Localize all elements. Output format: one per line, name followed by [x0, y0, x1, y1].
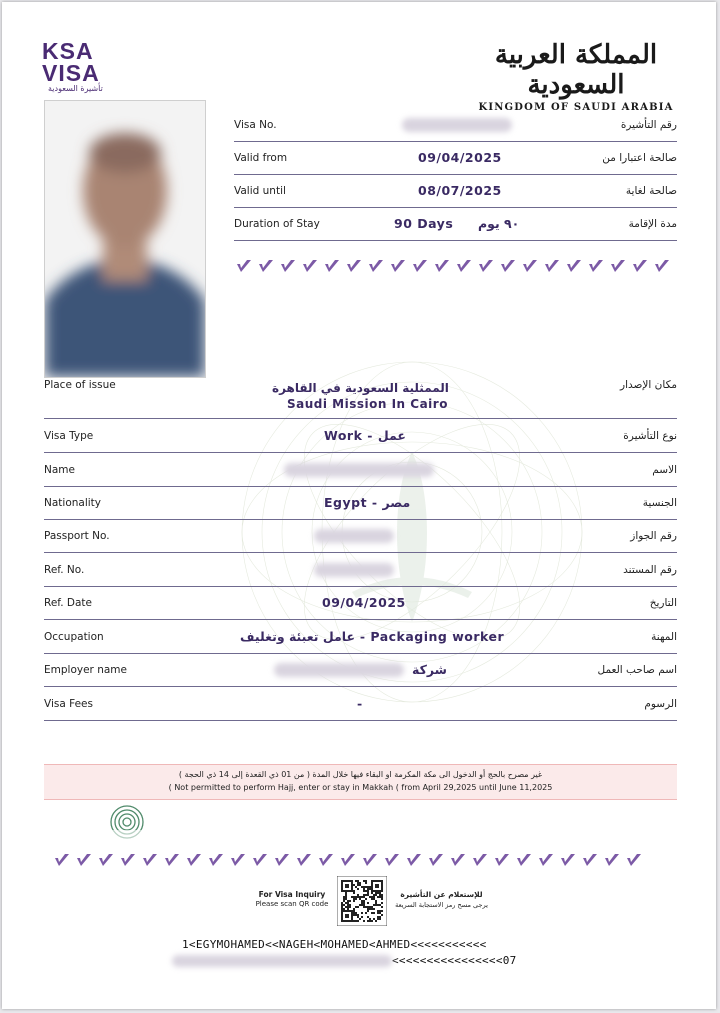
checkmark-icon	[120, 852, 136, 868]
checkmark-icon	[434, 258, 450, 274]
qr-subtitle-en: Please scan QR code	[255, 900, 329, 908]
occupation-row	[44, 620, 677, 654]
holder-photo	[44, 100, 206, 378]
employer-row	[44, 653, 677, 687]
nationality-value: Egypt - مصر	[324, 495, 411, 510]
place-of-issue-value-ar: الممثلية السعودية في القاهرة	[272, 381, 449, 395]
checkmark-icon	[456, 258, 472, 274]
logo-line1: KSA	[42, 38, 94, 64]
checkmark-icon	[406, 852, 422, 868]
qr-instructions-ar	[394, 890, 489, 910]
valid-from-row	[234, 141, 677, 175]
valid-until-row	[234, 174, 677, 208]
ref-date-value: 09/04/2025	[322, 595, 406, 610]
checkmark-icon	[280, 258, 296, 274]
duration-value-ar: ٩٠ يوم	[478, 216, 520, 231]
checkmark-icon	[560, 852, 576, 868]
kingdom-emblem	[476, 40, 676, 113]
nationality-row	[44, 486, 677, 520]
checkmark-icon	[258, 258, 274, 274]
occupation-label-ar: المهنة	[651, 630, 677, 643]
checkmark-icon	[164, 852, 180, 868]
place-of-issue-label: Place of issue	[44, 379, 116, 391]
checkmark-icon	[632, 258, 648, 274]
visa-type-label-ar: نوع التأشيرة	[623, 429, 677, 442]
visa-type-row	[44, 419, 677, 453]
qr-code-icon[interactable]	[337, 876, 387, 926]
checkmark-icon	[296, 852, 312, 868]
checkmark-icon	[362, 852, 378, 868]
security-checkmark-band-top	[236, 258, 670, 274]
checkmark-icon	[478, 258, 494, 274]
valid-until-label: Valid until	[234, 184, 286, 197]
visa-inquiry-block	[252, 876, 492, 926]
name-redacted	[284, 463, 434, 477]
duration-label-ar: مدة الإقامة	[628, 217, 677, 230]
employer-redacted	[274, 663, 404, 677]
checkmark-icon	[98, 852, 114, 868]
checkmark-icon	[610, 258, 626, 274]
qr-title-en: For Visa Inquiry	[258, 890, 326, 899]
checkmark-icon	[566, 258, 582, 274]
place-of-issue-row	[44, 376, 677, 419]
ref-no-label: Ref. No.	[44, 563, 85, 576]
checkmark-icon	[390, 258, 406, 274]
valid-until-value: 08/07/2025	[418, 183, 502, 198]
checkmark-icon	[230, 852, 246, 868]
checkmark-icon	[428, 852, 444, 868]
checkmark-icon	[142, 852, 158, 868]
mrz-line-2-redacted	[172, 955, 392, 967]
checkmark-icon	[626, 852, 642, 868]
checkmark-icon	[236, 258, 252, 274]
mrz-line-1: 1<EGYMOHAMED<<NAGEH<MOHAMED<AHMED<<<<<<<<<<<	[182, 938, 487, 951]
duration-label: Duration of Stay	[234, 217, 320, 230]
duration-row	[234, 207, 677, 241]
kingdom-name-en: KINGDOM OF SAUDI ARABIA	[478, 102, 674, 113]
visa-number-redacted	[402, 118, 512, 132]
valid-from-value: 09/04/2025	[418, 150, 502, 165]
logo-line2	[42, 62, 112, 84]
blurred-portrait-icon	[45, 101, 205, 377]
ref-no-row	[44, 553, 677, 587]
checkmark-icon	[186, 852, 202, 868]
occupation-value: Packaging worker - عامل تعبئة وتغليف	[240, 629, 505, 644]
checkmark-icon	[76, 852, 92, 868]
nationality-label: Nationality	[44, 496, 102, 509]
visa-number-row	[234, 108, 677, 142]
valid-from-label: Valid from	[234, 151, 288, 164]
employer-label: Employer name	[44, 663, 127, 676]
qr-title-ar: للإستعلام عن التأشيرة	[400, 890, 483, 899]
name-label-ar: الاسم	[652, 463, 677, 476]
visa-fees-value: -	[357, 696, 363, 711]
notice-line-ar: غير مصرح بالحج أو الدخول الى مكة المكرمة او البقاء فيها خلال المدة ( من 01 ذي القعدة إلى 14 ذي الحجة )	[178, 770, 543, 779]
visa-number-label: Visa No.	[234, 118, 277, 131]
ref-date-label: Ref. Date	[44, 596, 92, 609]
checkmark-icon	[54, 852, 70, 868]
checkmark-icon	[450, 852, 466, 868]
checkmark-icon	[522, 258, 538, 274]
kingdom-name-ar: المملكة العربية السعودية	[494, 40, 658, 100]
hajj-restriction-notice	[44, 764, 677, 800]
occupation-label: Occupation	[44, 630, 104, 643]
notice-line-en: ( Not permitted to perform Hajj, enter or stay in Makkah ( from April 29,2025 until June 11,2025	[168, 783, 553, 792]
ref-date-row	[44, 586, 677, 620]
checkmark-icon	[500, 258, 516, 274]
qr-subtitle-ar: يرجى مسح رمز الاستجابة السريعة	[395, 901, 488, 909]
visa-type-label: Visa Type	[44, 429, 94, 442]
checkmark-icon	[494, 852, 510, 868]
qr-instructions-en	[252, 890, 332, 909]
passport-redacted	[314, 529, 394, 543]
duration-value: 90 Days	[394, 216, 454, 231]
ref-no-redacted	[314, 563, 394, 577]
valid-from-label-ar: صالحة اعتبارا من	[602, 151, 677, 164]
visa-number-label-ar: رقم التأشيرة	[620, 118, 677, 131]
checkmark-icon	[318, 852, 334, 868]
logo-line2-text: VISA	[42, 60, 100, 86]
checkmark-icon	[274, 852, 290, 868]
fingerprint-seal-icon	[108, 802, 146, 842]
checkmark-icon	[208, 852, 224, 868]
checkmark-icon	[252, 852, 268, 868]
employer-label-ar: اسم صاحب العمل	[597, 663, 677, 676]
checkmark-icon	[582, 852, 598, 868]
checkmark-icon	[412, 258, 428, 274]
mrz-line-2	[172, 954, 517, 967]
visa-document	[2, 2, 716, 1009]
place-of-issue-value-en: Saudi Mission In Cairo	[287, 397, 448, 411]
security-checkmark-band-bottom	[54, 852, 642, 868]
checkmark-icon	[604, 852, 620, 868]
name-label: Name	[44, 463, 75, 476]
checkmark-icon	[588, 258, 604, 274]
checkmark-icon	[472, 852, 488, 868]
checkmark-icon	[340, 852, 356, 868]
nationality-label-ar: الجنسية	[642, 496, 677, 509]
checkmark-icon	[368, 258, 384, 274]
checkmark-icon	[538, 852, 554, 868]
checkmark-icon	[302, 258, 318, 274]
checkmark-icon	[346, 258, 362, 274]
ksa-visa-logo	[42, 40, 112, 93]
place-of-issue-label-ar: مكان الإصدار	[620, 379, 677, 391]
checkmark-icon	[654, 258, 670, 274]
logo-tagline: تأشيرة السعودية	[48, 84, 103, 93]
checkmark-icon	[384, 852, 400, 868]
passport-row	[44, 519, 677, 553]
checkmark-icon	[516, 852, 532, 868]
employer-value: شركة	[412, 662, 447, 677]
visa-fees-label-ar: الرسوم	[644, 697, 677, 710]
ref-date-label-ar: التاريخ	[649, 596, 677, 609]
passport-label-ar: رقم الجواز	[630, 529, 677, 542]
checkmark-icon	[544, 258, 560, 274]
ref-no-label-ar: رقم المستند	[623, 563, 677, 576]
visa-type-value: Work - عمل	[324, 428, 406, 443]
visa-fees-label: Visa Fees	[44, 697, 93, 710]
name-row	[44, 453, 677, 487]
checkmark-icon	[324, 258, 340, 274]
mrz-line-2-tail: <<<<<<<<<<<<<<<<07	[392, 954, 517, 967]
visa-fees-row	[44, 687, 677, 721]
passport-label: Passport No.	[44, 529, 110, 542]
valid-until-label-ar: صالحة لغاية	[625, 184, 677, 197]
